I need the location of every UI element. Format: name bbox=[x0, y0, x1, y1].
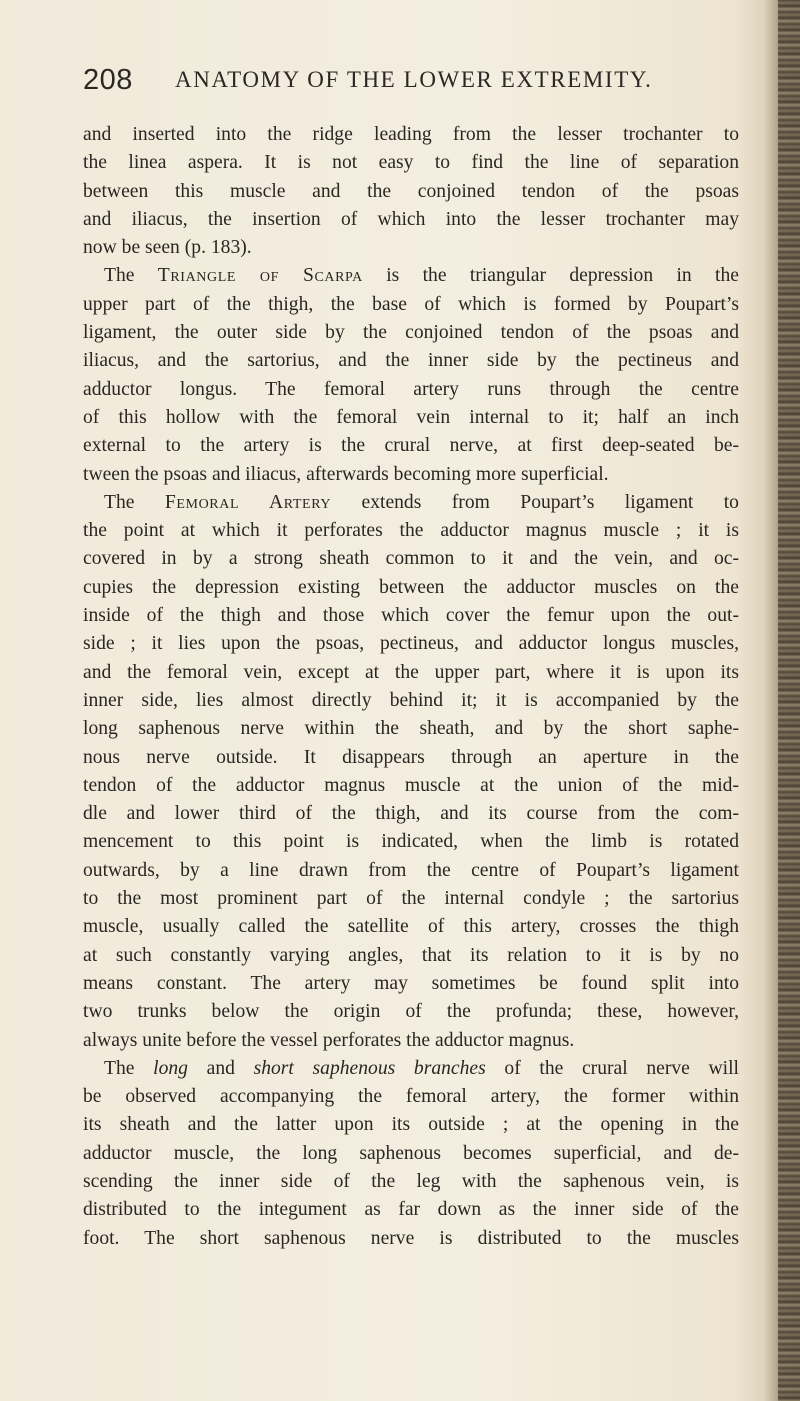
paragraph-first-line bbox=[83, 489, 739, 517]
text-line: scending the inner side of the leg with the saphenous vein, is bbox=[83, 1170, 739, 1192]
text-line: inside of the thigh and those which cover the femur upon the out- bbox=[83, 605, 739, 627]
text-line: nous nerve outside. It disappears through an aperture in the bbox=[83, 746, 739, 768]
text-line: cupies the depression existing between the adductor muscles on the bbox=[83, 576, 739, 598]
text-line: two trunks below the origin of the profunda; these, however, bbox=[83, 1001, 739, 1023]
text-line: between this muscle and the conjoined tendon of the psoas bbox=[83, 180, 739, 202]
text-line: means constant. The artery may sometimes be found split into bbox=[83, 972, 739, 994]
text-line: at such constantly varying angles, that its relation to it is by no bbox=[83, 944, 739, 966]
text-line: always unite before the vessel perforates the adductor magnus. bbox=[83, 1029, 575, 1051]
text-run: is the triangular depression in the bbox=[362, 265, 739, 287]
text-line: adductor muscle, the long saphenous becomes superficial, and de- bbox=[83, 1142, 739, 1164]
page-header bbox=[83, 64, 763, 104]
text-line: of this hollow with the femoral vein internal to it; half an inch bbox=[83, 406, 739, 428]
text-line: upper part of the thigh, the base of which is formed by Poupart’s bbox=[83, 293, 739, 315]
paragraph-lead: The bbox=[104, 1057, 154, 1079]
text-line: to the most prominent part of the internal condyle ; the sartorius bbox=[83, 888, 739, 910]
paragraph-first-line bbox=[83, 1055, 739, 1083]
text-line: the point at which it perforates the adductor magnus muscle ; it is bbox=[83, 520, 739, 542]
text-run: and bbox=[187, 1057, 254, 1079]
text-line: and inserted into the ridge leading from the lesser trochanter to bbox=[83, 124, 739, 145]
text-line: outwards, by a line drawn from the centre of Poupart’s ligament bbox=[83, 859, 739, 881]
heading-term-femoral-artery: Femoral Artery bbox=[164, 491, 332, 513]
heading-term-triangle-of-scarpa: Triangle of Scarpa bbox=[157, 265, 363, 287]
text-line: mencement to this point is indicated, when the limb is rotated bbox=[83, 831, 739, 853]
text-line: its sheath and the latter upon its outside ; at the opening in the bbox=[83, 1114, 739, 1136]
paragraph-first-line bbox=[83, 262, 739, 290]
text-run: extends from Poupart’s ligament to bbox=[331, 491, 739, 513]
text-line: inner side, lies almost directly behind it; it is accompanied by the bbox=[83, 689, 739, 711]
text-line: covered in by a strong sheath common to it and the vein, and oc- bbox=[83, 548, 739, 570]
text-line: foot. The short saphenous nerve is distributed to the muscles bbox=[83, 1227, 739, 1249]
text-line: the linea aspera. It is not easy to find the line of separation bbox=[83, 152, 739, 174]
text-line: now be seen (p. 183). bbox=[83, 237, 252, 259]
text-line: iliacus, and the sartorius, and the inner side by the pectineus and bbox=[83, 350, 739, 372]
body-text bbox=[83, 121, 739, 1253]
text-line: ligament, the outer side by the conjoined tendon of the psoas and bbox=[83, 322, 739, 344]
text-line: distributed to the integument as far down as the inner side of the bbox=[83, 1199, 739, 1221]
text-line: side ; it lies upon the psoas, pectineus, and adductor longus muscles, bbox=[83, 633, 739, 655]
italic-term-short-saphenous-branches: short saphenous branches bbox=[253, 1057, 486, 1079]
italic-term-long: long bbox=[153, 1057, 188, 1079]
text-line: external to the artery is the crural nerve, at first deep-seated be- bbox=[83, 435, 739, 457]
text-line: and iliacus, the insertion of which into the lesser trochanter may bbox=[83, 208, 739, 230]
text-line: tendon of the adductor magnus muscle at the union of the mid- bbox=[83, 774, 739, 796]
page-edge-shadow bbox=[764, 0, 778, 1401]
text-line: and the femoral vein, except at the upper part, where it is upon its bbox=[83, 661, 739, 683]
text-run: of the crural nerve will bbox=[485, 1057, 739, 1079]
text-line: adductor longus. The femoral artery runs through the centre bbox=[83, 378, 739, 400]
text-line: long saphenous nerve within the sheath, and by the short saphe- bbox=[83, 718, 739, 740]
page-number: 208 bbox=[83, 64, 133, 96]
running-title: ANATOMY OF THE LOWER EXTREMITY. bbox=[175, 67, 653, 92]
text-line: dle and lower third of the thigh, and its course from the com- bbox=[83, 803, 739, 825]
paragraph-lead: The bbox=[104, 265, 158, 287]
text-line: tween the psoas and iliacus, afterwards becoming more superficial. bbox=[83, 463, 609, 485]
paragraph-lead: The bbox=[104, 491, 165, 513]
page-binding-edge bbox=[778, 0, 800, 1401]
text-line: muscle, usually called the satellite of this artery, crosses the thigh bbox=[83, 916, 739, 938]
text-line: be observed accompanying the femoral artery, the former within bbox=[83, 1086, 739, 1108]
